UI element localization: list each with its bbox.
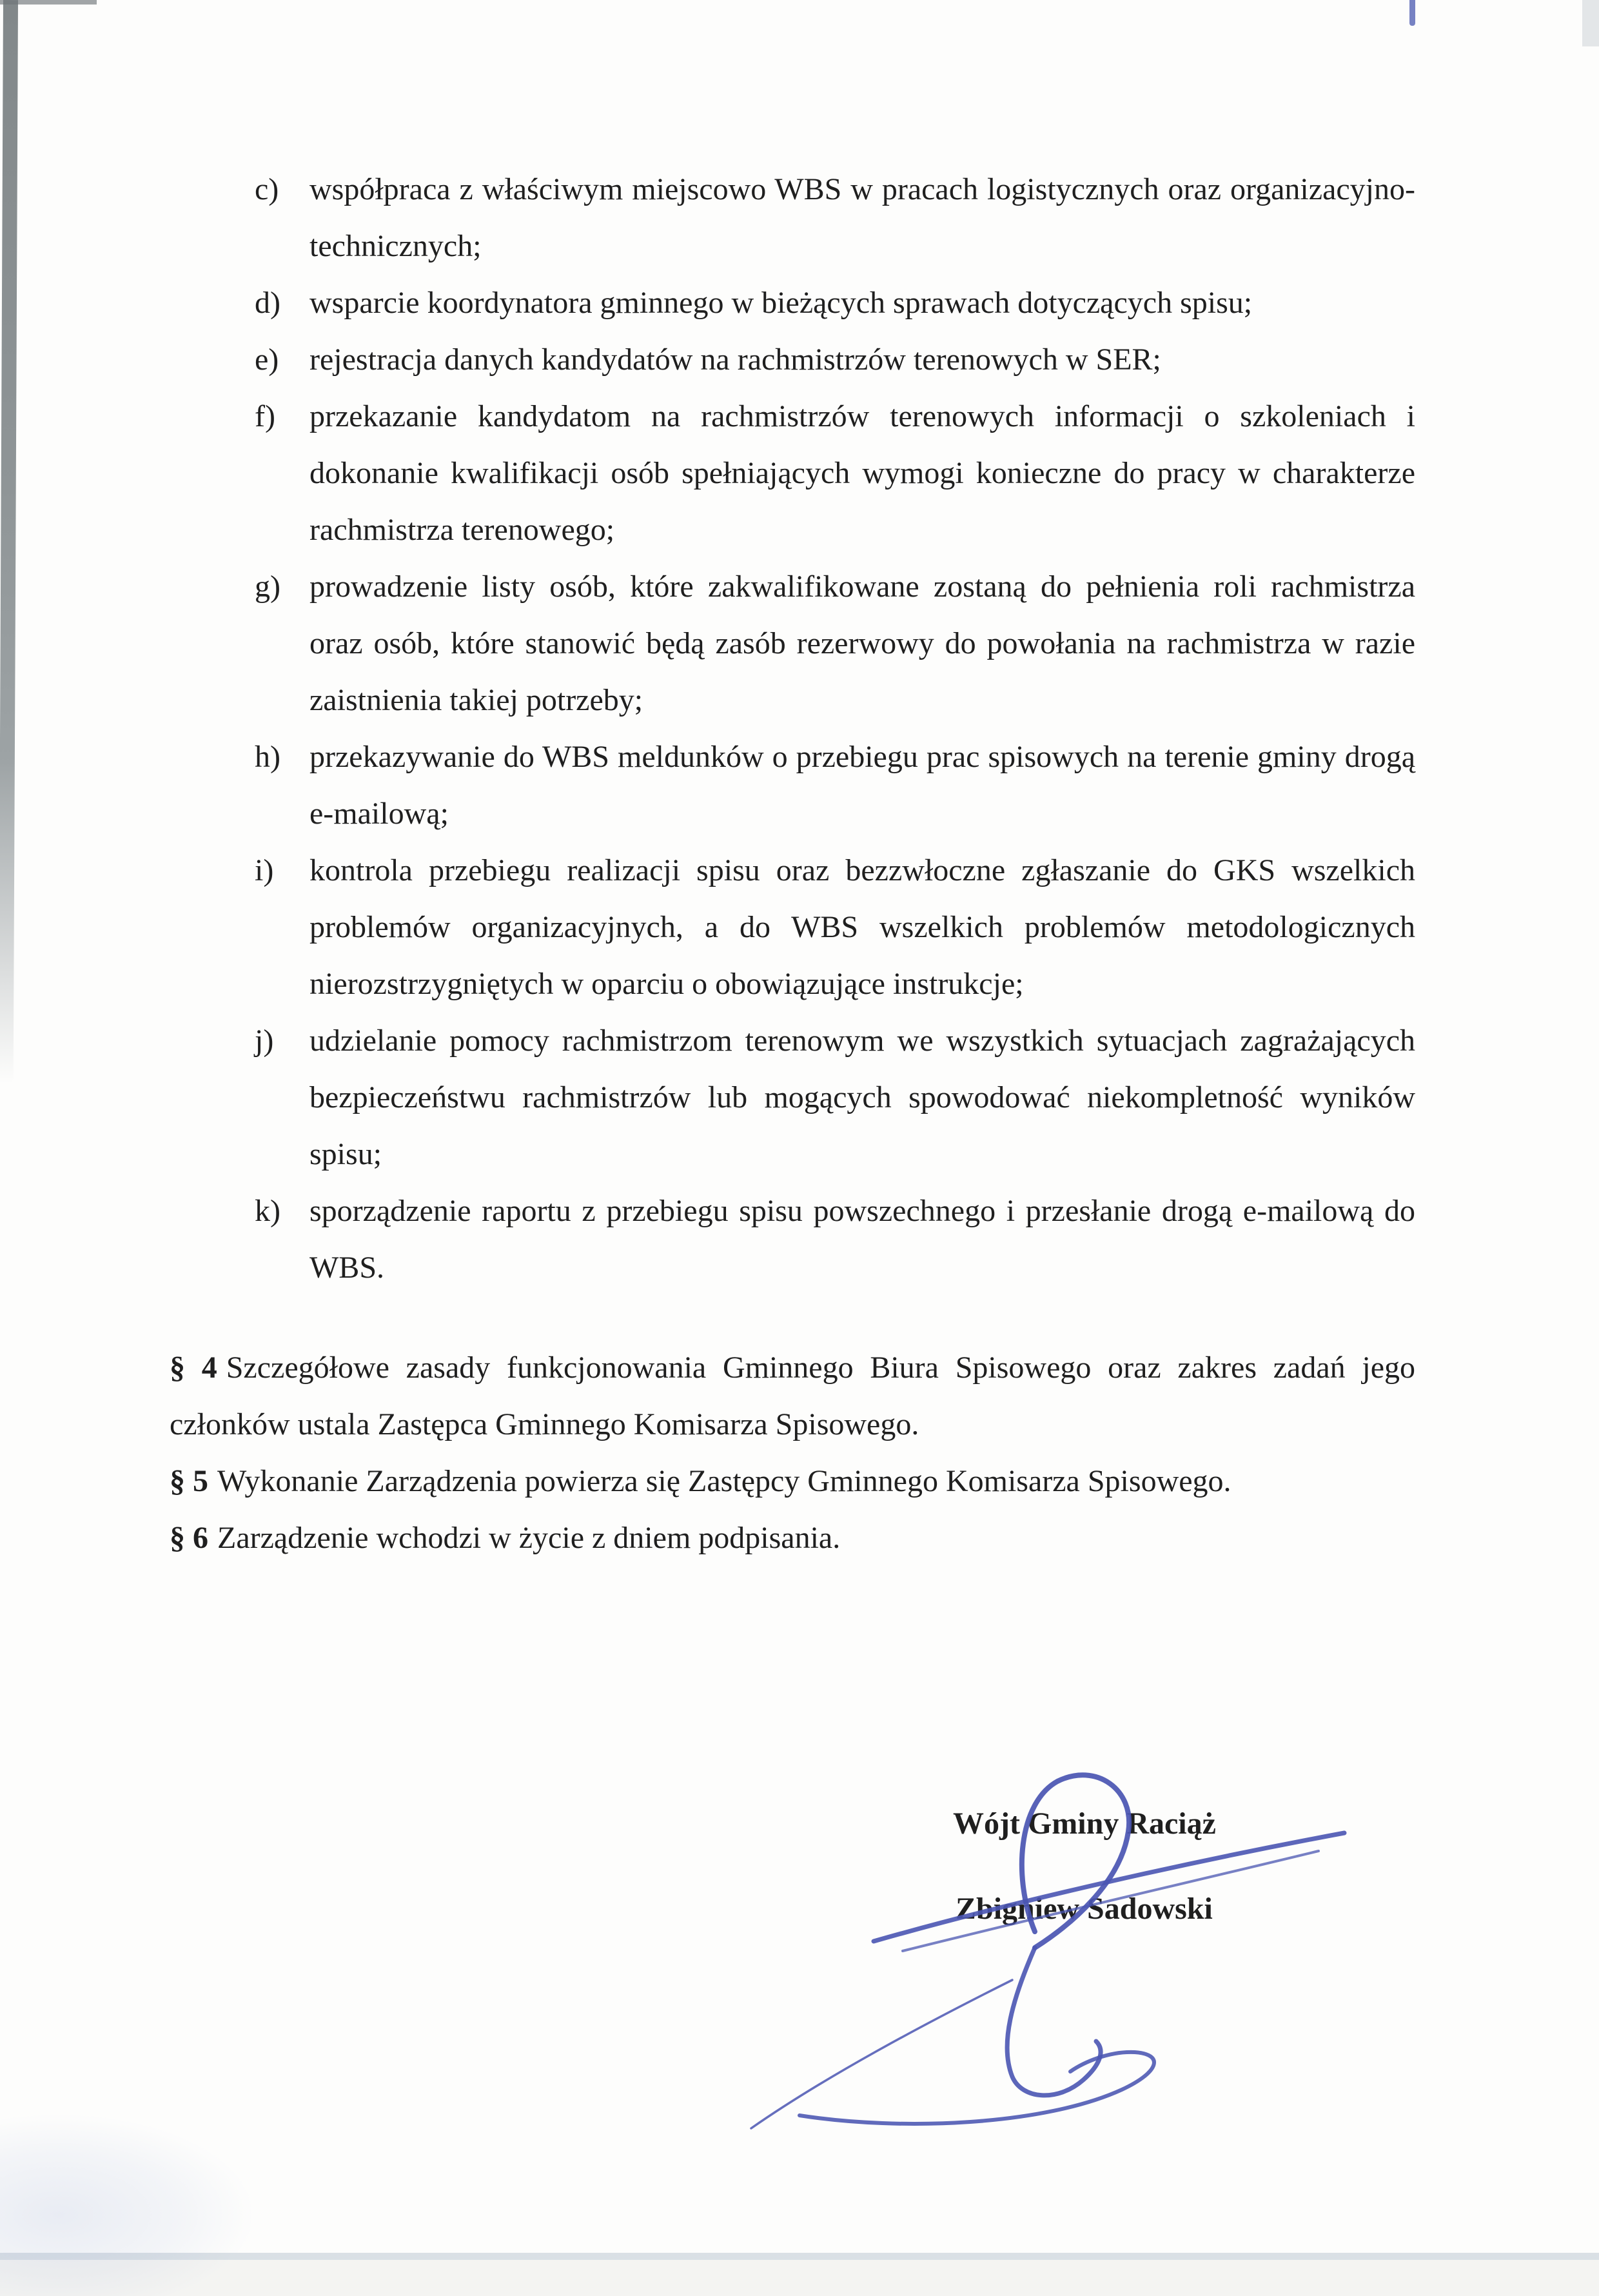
list-item-marker: c): [255, 172, 279, 206]
list-item-text: prowadzenie listy osób, które zakwalifikowane zostaną do pełnienia roli rachmistrza oraz osób, które stanowić będą zasób rezerwowy do powołania na rachmistrza w razie zaistnienia takiej potrzeby;: [309, 569, 1415, 717]
list-item-c: [255, 161, 1415, 275]
paragraph-text: Szczegółowe zasady funkcjonowania Gminnego Biura Spisowego oraz zakres zadań jego członków ustala Zastępca Gminnego Komisarza Spisowego.: [170, 1351, 1416, 1441]
scan-left-edge-artifact: [0, 0, 18, 1084]
list-item-i: [255, 842, 1415, 1013]
list-item-marker: f): [255, 399, 275, 433]
paragraph-5: [170, 1453, 1415, 1510]
lettered-list: [255, 161, 1415, 1296]
paragraph-4: [170, 1340, 1415, 1453]
handwritten-signature-ink: [709, 1754, 1393, 2141]
list-item-d: [255, 275, 1415, 332]
list-item-marker: e): [255, 342, 279, 377]
list-item-e: [255, 332, 1415, 388]
list-item-text: kontrola przebiegu realizacji spisu oraz bezzwłoczne zgłaszanie do GKS wszelkich problemów organizacyjnych, a do WBS wszelkich problemów metodologicznych nierozstrzygniętych w oparciu o obowiązujące instrukcje;: [309, 853, 1415, 1001]
list-item-f: [255, 388, 1415, 559]
list-item-g: [255, 559, 1415, 729]
list-item-text: udzielanie pomocy rachmistrzom terenowym we wszystkich sytuacjach zagrażających bezpieczeństwu rachmistrzów lub mogących spowodować niekompletność wyników spisu;: [309, 1024, 1415, 1171]
paragraph-text: Zarządzenie wchodzi w życie z dniem podpisania.: [217, 1521, 841, 1555]
section-marker: § 4: [170, 1351, 217, 1385]
list-item-text: rejestracja danych kandydatów na rachmistrzów terenowych w SER;: [309, 342, 1161, 377]
list-item-j: [255, 1013, 1415, 1183]
paragraph-6: [170, 1510, 1415, 1567]
list-item-k: [255, 1183, 1415, 1296]
signature-title: Wójt Gminy Raciąż: [953, 1806, 1216, 1841]
list-item-text: przekazywanie do WBS meldunków o przebiegu prac spisowych na terenie gminy drogą e-mailową;: [309, 740, 1415, 831]
scan-smudge-artifact: [0, 2115, 251, 2296]
section-marker: § 6: [170, 1521, 208, 1555]
list-item-text: wsparcie koordynatora gminnego w bieżących sprawach dotyczących spisu;: [309, 286, 1253, 320]
list-item-marker: i): [255, 853, 274, 887]
list-item-text: przekazanie kandydatom na rachmistrzów terenowych informacji o szkoleniach i dokonanie kwalifikacji osób spełniających wymogi konieczne do pracy w charakterze rachmistrza terenowego;: [309, 399, 1415, 547]
list-item-marker: h): [255, 740, 280, 774]
section-marker: § 5: [170, 1464, 208, 1498]
section-paragraphs: [170, 1340, 1415, 1567]
scan-top-right-artifact: [1582, 0, 1599, 46]
list-item-marker: k): [255, 1194, 280, 1228]
list-item-h: [255, 729, 1415, 842]
list-item-text: współpraca z właściwym miejscowo WBS w pracach logistycznych oraz organizacyjno-technicznych;: [309, 172, 1415, 263]
list-item-marker: g): [255, 569, 280, 604]
scan-top-left-artifact: [0, 0, 97, 5]
signature-name: Zbigniew Sadowski: [956, 1892, 1213, 1926]
paragraph-text: Wykonanie Zarządzenia powierza się Zastępcy Gminnego Komisarza Spisowego.: [217, 1464, 1231, 1498]
list-item-text: sporządzenie raportu z przebiegu spisu powszechnego i przesłanie drogą e-mailową do WBS.: [309, 1194, 1415, 1285]
scan-top-tick-artifact: [1409, 0, 1415, 26]
list-item-marker: d): [255, 286, 280, 320]
list-item-marker: j): [255, 1024, 274, 1058]
